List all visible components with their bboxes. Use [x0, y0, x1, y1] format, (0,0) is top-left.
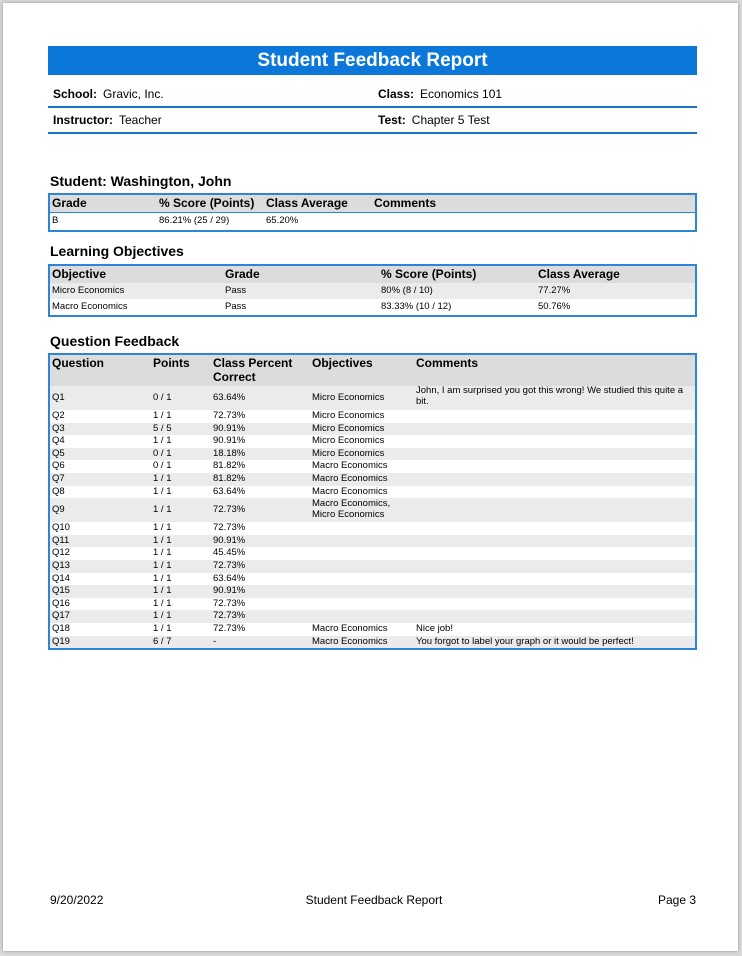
question-number: Q2: [52, 410, 65, 421]
question-objectives: Macro Economics: [312, 622, 388, 634]
question-class-percent: -: [213, 635, 217, 647]
objective-score: 80% (8 / 10): [381, 285, 433, 296]
question-class-percent: 90.91%: [213, 534, 246, 546]
col-q-comments: Comments: [416, 356, 479, 370]
question-points: 1 / 1: [153, 504, 172, 516]
student-grade: B: [52, 215, 59, 226]
col-obj-average: Class Average: [538, 267, 620, 281]
question-row: [50, 636, 695, 649]
footer-page: Page 3: [658, 893, 697, 907]
objective-name: Macro Economics: [52, 301, 128, 312]
student-score: 86.21% (25 / 29): [159, 215, 230, 226]
question-row: [50, 473, 695, 486]
question-number: Q19: [52, 635, 70, 647]
question-number: Q10: [52, 522, 70, 534]
report-page: [3, 3, 738, 951]
question-objectives: Macro Economics: [312, 485, 388, 497]
question-objectives: Macro Economics: [312, 460, 388, 472]
questions-heading: Question Feedback: [50, 333, 180, 349]
question-class-percent: 72.73%: [213, 610, 246, 622]
question-points: 1 / 1: [153, 522, 172, 534]
question-number: Q12: [52, 547, 70, 559]
question-objectives: Macro Economics: [312, 472, 388, 484]
question-points: 0 / 1: [153, 392, 172, 403]
test-label: Test:: [378, 113, 406, 127]
col-comments: Comments: [374, 196, 437, 210]
info-row-school-class: [48, 82, 697, 108]
question-row: [50, 610, 695, 623]
question-class-percent: 18.18%: [213, 447, 246, 459]
col-obj-score: % Score (Points): [381, 267, 477, 281]
test-field: [378, 113, 490, 127]
question-class-percent: 45.45%: [213, 547, 246, 559]
question-row: [50, 486, 695, 499]
objective-score: 83.33% (10 / 12): [381, 301, 452, 312]
footer-date: 9/20/2022: [50, 893, 104, 907]
info-row-instructor-test: [48, 108, 697, 134]
question-number: Q13: [52, 559, 70, 571]
question-points: 6 / 7: [153, 635, 172, 647]
question-row: [50, 598, 695, 611]
question-comment: Nice job!: [416, 622, 453, 634]
question-row: [50, 573, 695, 586]
col-grade: Grade: [52, 196, 87, 210]
question-class-percent: 72.73%: [213, 597, 246, 609]
col-obj-grade: Grade: [225, 267, 260, 281]
col-objectives: Objectives: [312, 356, 373, 370]
question-objectives: Micro Economics: [312, 392, 385, 403]
question-number: Q1: [52, 392, 65, 403]
student-row: [50, 212, 695, 230]
col-class-percent: Class Percent Correct: [213, 356, 293, 384]
question-points: 1 / 1: [153, 610, 172, 622]
objective-grade: Pass: [225, 285, 247, 296]
col-objective: Objective: [52, 267, 107, 281]
col-score: % Score (Points): [159, 196, 255, 210]
student-average: 65.20%: [266, 215, 299, 226]
questions-table: [48, 353, 697, 650]
question-objectives: Macro Economics, Micro Economics: [312, 498, 391, 521]
instructor-value: Teacher: [119, 113, 162, 127]
student-heading: Student: Washington, John: [50, 173, 232, 189]
question-row: [50, 522, 695, 535]
question-row: [50, 560, 695, 573]
question-comment: You forgot to label your graph or it would be perfect!: [416, 635, 634, 647]
question-class-percent: 81.82%: [213, 472, 246, 484]
question-objectives: Micro Economics: [312, 422, 385, 434]
student-table: [48, 193, 697, 232]
question-row: [50, 623, 695, 636]
question-number: Q11: [52, 534, 70, 546]
objective-row: [50, 283, 695, 299]
question-class-percent: 72.73%: [213, 622, 246, 634]
question-row: [50, 448, 695, 461]
question-class-percent: 81.82%: [213, 460, 246, 472]
question-number: Q15: [52, 585, 70, 597]
question-class-percent: 90.91%: [213, 435, 246, 447]
question-number: Q8: [52, 485, 65, 497]
question-objectives: Macro Economics: [312, 635, 388, 647]
objective-name: Micro Economics: [52, 285, 125, 296]
question-row: [50, 535, 695, 548]
question-objectives: Micro Economics: [312, 447, 385, 459]
question-points: 1 / 1: [153, 410, 172, 421]
question-points: 1 / 1: [153, 435, 172, 447]
question-class-percent: 63.64%: [213, 572, 246, 584]
question-class-percent: 90.91%: [213, 585, 246, 597]
objectives-heading: Learning Objectives: [50, 243, 184, 259]
question-class-percent: 63.64%: [213, 485, 246, 497]
question-row: [50, 386, 695, 410]
school-field: [53, 87, 164, 101]
col-question: Question: [52, 356, 105, 370]
questions-rows: [50, 386, 695, 648]
class-label: Class:: [378, 87, 415, 101]
question-class-percent: 72.73%: [213, 410, 246, 421]
question-points: 1 / 1: [153, 572, 172, 584]
class-field: [378, 87, 502, 101]
instructor-label: Instructor:: [53, 113, 113, 127]
question-row: [50, 547, 695, 560]
instructor-field: [53, 113, 162, 127]
col-points: Points: [153, 356, 190, 370]
col-class-average: Class Average: [266, 196, 348, 210]
question-comment: John, I am surprised you got this wrong! We studied this quite a bit.: [416, 385, 684, 407]
question-number: Q17: [52, 610, 70, 622]
school-label: School:: [53, 87, 97, 101]
question-number: Q9: [52, 504, 65, 516]
question-points: 5 / 5: [153, 422, 172, 434]
question-class-percent: 90.91%: [213, 422, 246, 434]
question-row: [50, 498, 695, 522]
objective-grade: Pass: [225, 301, 247, 312]
question-row: [50, 410, 695, 423]
questions-table-header: [50, 355, 695, 386]
question-number: Q16: [52, 597, 70, 609]
objectives-table-header: [50, 266, 695, 283]
objective-average: 77.27%: [538, 285, 571, 296]
question-row: [50, 435, 695, 448]
objectives-table: [48, 264, 697, 317]
question-points: 1 / 1: [153, 485, 172, 497]
test-value: Chapter 5 Test: [411, 113, 490, 127]
objective-row: [50, 299, 695, 315]
question-class-percent: 72.73%: [213, 504, 246, 516]
question-row: [50, 423, 695, 436]
question-class-percent: 72.73%: [213, 559, 246, 571]
question-points: 1 / 1: [153, 472, 172, 484]
question-objectives: Micro Economics: [312, 410, 385, 421]
question-class-percent: 72.73%: [213, 522, 246, 534]
class-value: Economics 101: [420, 87, 503, 101]
question-points: 0 / 1: [153, 447, 172, 459]
question-number: Q7: [52, 472, 65, 484]
question-row: [50, 585, 695, 598]
question-number: Q6: [52, 460, 65, 472]
question-points: 1 / 1: [153, 585, 172, 597]
question-points: 1 / 1: [153, 559, 172, 571]
question-points: 1 / 1: [153, 622, 172, 634]
question-number: Q18: [52, 622, 70, 634]
question-points: 1 / 1: [153, 534, 172, 546]
objective-average: 50.76%: [538, 301, 571, 312]
question-class-percent: 63.64%: [213, 392, 246, 403]
question-points: 0 / 1: [153, 460, 172, 472]
footer-title: Student Feedback Report: [305, 893, 443, 907]
school-value: Gravic, Inc.: [103, 87, 164, 101]
question-number: Q4: [52, 435, 65, 447]
question-number: Q14: [52, 572, 70, 584]
question-objectives: Micro Economics: [312, 435, 385, 447]
question-number: Q3: [52, 422, 65, 434]
question-row: [50, 460, 695, 473]
report-title: Student Feedback Report: [48, 46, 697, 75]
question-points: 1 / 1: [153, 597, 172, 609]
question-points: 1 / 1: [153, 547, 172, 559]
student-table-header: [50, 195, 695, 212]
question-number: Q5: [52, 447, 65, 459]
